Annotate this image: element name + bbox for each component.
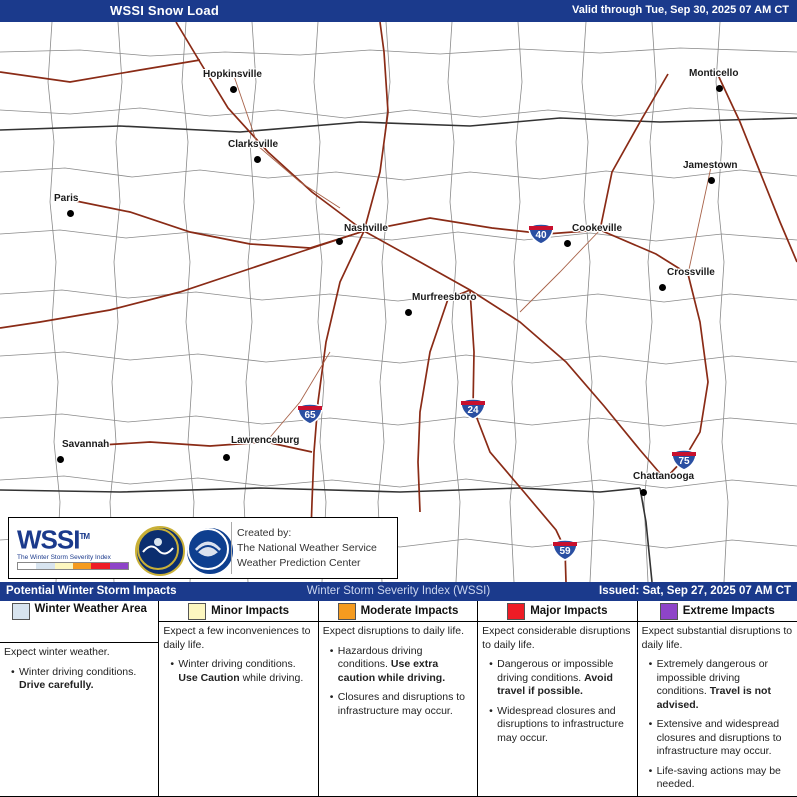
legend-paragraph: Expect substantial disruptions to daily life.	[641, 625, 793, 651]
legend-body	[638, 622, 797, 792]
legend-paragraph: Expect a few inconveniences to daily life.	[163, 625, 311, 651]
city-label: Hopkinsville	[203, 69, 262, 80]
legend-label: Winter Weather Area	[34, 603, 147, 615]
legend-label: Major Impacts	[530, 605, 608, 617]
logo-credit-box	[8, 517, 398, 579]
city-dot[interactable]	[708, 177, 715, 184]
noaa-seal-icon	[185, 526, 235, 576]
legend-paragraph: Expect winter weather.	[4, 646, 110, 658]
legend-swatch-extreme-impacts	[660, 603, 678, 620]
shield-number: 40	[535, 230, 547, 241]
city-label: Clarksville	[228, 139, 279, 150]
legend-header	[638, 601, 797, 622]
interstate-shield-icon[interactable]	[460, 398, 486, 420]
city-label: Jamestown	[683, 160, 738, 171]
legend-bullet-list	[642, 658, 793, 792]
interstate-shield-icon[interactable]	[671, 449, 697, 471]
shield-number: 24	[467, 405, 479, 416]
city-label: Murfreesboro	[412, 292, 477, 303]
legend-swatch-minor-impacts	[188, 603, 206, 620]
city-label: Monticello	[689, 68, 739, 79]
interstate-shield-icon[interactable]	[552, 539, 578, 561]
created-by-line2: The National Weather Service	[237, 542, 377, 554]
legend-bullet: • Extremely dangerous or impossible driving conditions. Travel is not advised.	[651, 658, 793, 712]
legend-paragraph: Expect disruptions to daily life.	[322, 625, 465, 637]
city-dot[interactable]	[230, 86, 237, 93]
city-dot[interactable]	[67, 210, 74, 217]
legend-bullet: • Dangerous or impossible driving conditions. Avoid travel if possible.	[491, 658, 632, 699]
map-canvas[interactable]	[0, 22, 797, 583]
impacts-header-bar	[0, 582, 797, 601]
city-label: Nashville	[344, 223, 388, 234]
legend-bullet-list	[163, 658, 313, 685]
legend-column-moderate-impacts[interactable]	[319, 601, 478, 797]
shield-number: 65	[304, 410, 316, 421]
wssi-logo	[17, 524, 129, 561]
legend-bullet: • Extensive and widespread closures and disruptions to infrastructure may occur.	[651, 718, 793, 759]
legend-swatch-major-impacts	[507, 603, 525, 620]
issued-text: Issued: Sat, Sep 27, 2025 07 AM CT	[599, 585, 791, 597]
legend-column-winter-weather-area[interactable]	[0, 601, 159, 797]
legend-paragraph: Expect considerable disruptions to daily life.	[482, 625, 631, 651]
legend-header	[319, 601, 477, 622]
created-by-line1: Created by:	[237, 527, 292, 539]
legend-label: Extreme Impacts	[682, 605, 775, 617]
legend-swatch-winter-weather-area	[12, 603, 30, 620]
map-vector-layer	[0, 22, 797, 582]
title-bar	[0, 0, 797, 22]
city-dot[interactable]	[716, 85, 723, 92]
legend-header	[159, 601, 317, 622]
page-title: WSSI Snow Load	[110, 3, 219, 18]
divider	[231, 522, 232, 574]
city-label: Paris	[54, 193, 79, 204]
city-label: Savannah	[62, 439, 110, 450]
impacts-header-left: Potential Winter Storm Impacts	[6, 585, 177, 597]
legend-column-extreme-impacts[interactable]	[638, 601, 797, 797]
impacts-legend	[0, 601, 797, 797]
legend-column-minor-impacts[interactable]	[159, 601, 318, 797]
legend-body	[159, 622, 317, 685]
interstate-shield-icon[interactable]	[528, 223, 554, 245]
legend-body	[319, 622, 477, 718]
legend-bullet: • Winter driving conditions. Drive carefully.	[13, 666, 154, 693]
created-by-credit	[237, 526, 377, 571]
impacts-header-center: Winter Storm Severity Index (WSSI)	[306, 585, 491, 597]
city-label: Cookeville	[572, 223, 623, 234]
city-dot[interactable]	[223, 454, 230, 461]
legend-bullet-list	[4, 666, 154, 693]
wssi-color-scale	[17, 562, 129, 570]
city-dot[interactable]	[564, 240, 571, 247]
legend-label: Minor Impacts	[211, 605, 290, 617]
legend-header	[478, 601, 636, 622]
city-dot[interactable]	[57, 456, 64, 463]
nws-seal-icon	[135, 526, 185, 576]
legend-bullet-list	[323, 645, 473, 719]
city-dot[interactable]	[254, 156, 261, 163]
legend-swatch-moderate-impacts	[338, 603, 356, 620]
legend-header	[0, 601, 158, 643]
city-dot[interactable]	[336, 238, 343, 245]
shield-number: 75	[678, 456, 690, 467]
legend-bullet-list	[482, 658, 632, 745]
legend-bullet: • Closures and disruptions to infrastructure may occur.	[332, 691, 473, 718]
wssi-subtitle: The Winter Storm Severity Index	[17, 553, 111, 561]
legend-bullet: • Hazardous driving conditions. Use extra caution while driving.	[332, 645, 473, 686]
legend-bullet: • Life-saving actions may be needed.	[651, 765, 793, 792]
legend-label: Moderate Impacts	[360, 605, 459, 617]
wssi-wordmark: WSSI™	[17, 524, 90, 555]
city-dot[interactable]	[640, 489, 647, 496]
city-dot[interactable]	[659, 284, 666, 291]
city-label: Lawrenceburg	[231, 435, 300, 446]
city-dot[interactable]	[405, 309, 412, 316]
interstate-shield-icon[interactable]	[297, 403, 323, 425]
valid-through-text: Valid through Tue, Sep 30, 2025 07 AM CT	[572, 4, 789, 16]
city-label: Chattanooga	[633, 471, 695, 482]
shield-number: 59	[559, 546, 571, 557]
legend-bullet: • Widespread closures and disruptions to infrastructure may occur.	[491, 705, 632, 746]
legend-body	[478, 622, 636, 745]
legend-body	[0, 643, 158, 693]
city-label: Crossville	[667, 267, 715, 278]
legend-column-major-impacts[interactable]	[478, 601, 637, 797]
legend-bullet: • Winter driving conditions. Use Caution while driving.	[172, 658, 313, 685]
trademark-mark: TM	[79, 532, 90, 541]
created-by-line3: Weather Prediction Center	[237, 557, 361, 569]
